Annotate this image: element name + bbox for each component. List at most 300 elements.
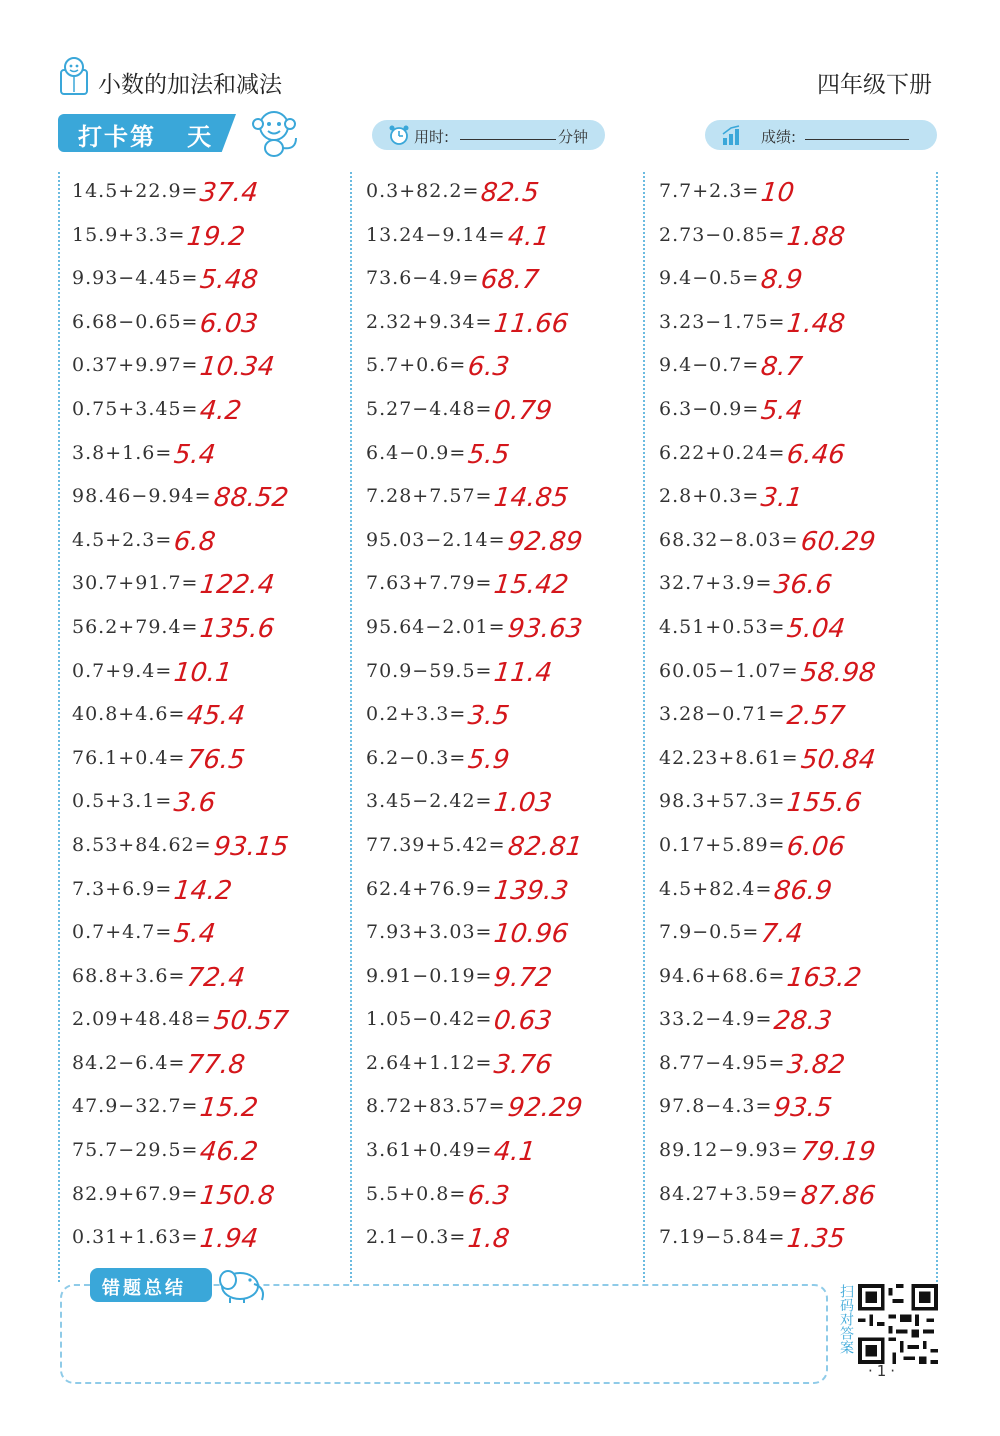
exercise-equation (72, 479, 290, 514)
handwritten-answer[interactable]: 5.4 (172, 439, 218, 470)
exercise-row (72, 604, 362, 648)
handwritten-answer[interactable]: 10 (759, 178, 796, 208)
exercise-question: 2.73−0.85= (659, 223, 786, 246)
handwritten-answer[interactable]: 0.63 (492, 1006, 554, 1037)
exercise-question: 0.31+1.63= (72, 1226, 199, 1249)
exercise-row (659, 691, 949, 735)
exercise-question: 6.68−0.65= (72, 310, 199, 333)
exercise-row (72, 1040, 362, 1084)
exercise-row (72, 648, 362, 692)
handwritten-answer[interactable]: 92.29 (505, 1093, 584, 1124)
exercise-question: 6.3−0.9= (659, 397, 760, 420)
exercise-question: 68.8+3.6= (72, 964, 186, 987)
handwritten-answer[interactable]: 86.9 (772, 875, 834, 906)
handwritten-answer[interactable]: 28.3 (772, 1006, 834, 1037)
exercise-equation (366, 1046, 554, 1080)
handwritten-answer[interactable]: 82.5 (479, 178, 541, 208)
exercise-equation (659, 741, 877, 775)
exercise-equation (366, 1002, 554, 1037)
exercise-equation (366, 1220, 512, 1255)
exercise-question: 2.09+48.48= (72, 1008, 212, 1031)
handwritten-answer[interactable]: 60.29 (798, 526, 877, 557)
exercise-row (659, 1214, 949, 1258)
exercise-equation (659, 1133, 877, 1168)
exercise-row (659, 953, 949, 997)
exercise-question: 33.2−4.9= (659, 1008, 773, 1031)
exercise-row (659, 1040, 949, 1084)
handwritten-answer[interactable]: 9.72 (492, 962, 554, 993)
handwritten-answer[interactable]: 3.1 (759, 483, 805, 514)
exercise-equation (366, 784, 554, 819)
exercise-equation (366, 392, 554, 426)
exercise-question: 30.7+91.7= (72, 572, 199, 595)
exercise-question: 5.27−4.48= (366, 397, 493, 420)
handwritten-answer[interactable]: 10.1 (172, 657, 234, 688)
checkin-banner (58, 112, 298, 158)
handwritten-answer[interactable]: 122.4 (198, 570, 277, 601)
exercise-equation (366, 523, 584, 557)
exercise-equation (659, 348, 805, 383)
handwritten-answer[interactable]: 46.2 (198, 1137, 260, 1168)
handwritten-answer[interactable]: 79.19 (798, 1137, 877, 1168)
handwritten-answer[interactable]: 5.9 (466, 744, 512, 775)
exercise-question: 70.9−59.5= (366, 659, 493, 682)
exercise-question: 3.28−0.71= (659, 703, 786, 726)
exercise-question: 0.17+5.89= (659, 833, 786, 856)
exercise-question: 6.22+0.24= (659, 441, 786, 464)
exercise-question: 7.3+6.9= (72, 877, 173, 900)
exercise-equation (366, 436, 512, 470)
handwritten-answer[interactable]: 19.2 (185, 221, 247, 252)
score-box (705, 120, 937, 150)
exercise-question: 89.12−9.93= (659, 1139, 799, 1162)
exercise-question: 76.1+0.4= (72, 746, 186, 769)
handwritten-answer[interactable]: 92.89 (505, 526, 584, 557)
exercise-question: 0.5+3.1= (72, 790, 173, 813)
column-divider (58, 172, 60, 1282)
handwritten-answer[interactable]: 50.84 (798, 744, 877, 775)
exercise-row (366, 168, 656, 212)
exercise-question: 5.7+0.6= (366, 354, 467, 377)
handwritten-answer[interactable]: 6.3 (466, 352, 512, 383)
handwritten-answer[interactable]: 139.3 (492, 875, 571, 906)
handwritten-answer[interactable]: 11.66 (492, 308, 571, 339)
exercise-question: 9.91−0.19= (366, 964, 493, 987)
exercise-row (659, 212, 949, 256)
exercise-row (659, 255, 949, 299)
exercise-row (659, 648, 949, 692)
exercise-row (72, 430, 362, 474)
handwritten-answer[interactable]: 3.6 (172, 788, 218, 819)
exercise-row (366, 953, 656, 997)
page-header (58, 56, 938, 100)
exercise-row (72, 691, 362, 735)
exercise-equation (659, 566, 834, 601)
exercise-equation (72, 348, 277, 383)
exercise-row (659, 1171, 949, 1215)
qr-caption: 扫码对答案 (838, 1284, 854, 1354)
exercise-equation (659, 436, 847, 470)
handwritten-answer[interactable]: 1.48 (785, 308, 847, 339)
exercise-equation (659, 1002, 834, 1037)
handwritten-answer[interactable]: 58.98 (798, 657, 877, 688)
handwritten-answer[interactable]: 1.35 (785, 1224, 847, 1255)
exercise-question: 40.8+4.6= (72, 703, 186, 726)
handwritten-answer[interactable]: 6.3 (466, 1180, 512, 1211)
exercise-row (659, 1083, 949, 1127)
time-box (372, 120, 605, 150)
exercise-equation (659, 697, 847, 732)
exercise-equation (72, 1133, 260, 1168)
handwritten-answer[interactable]: 6.8 (172, 526, 218, 557)
exercise-equation (72, 392, 244, 426)
exercise-equation (72, 1046, 247, 1080)
exercise-equation (659, 610, 847, 644)
exercise-row (72, 299, 362, 343)
exercise-equation (659, 1177, 877, 1211)
exercise-question: 56.2+79.4= (72, 615, 199, 638)
exercise-equation (72, 436, 218, 470)
exercise-row (72, 778, 362, 822)
handwritten-answer[interactable]: 15.42 (492, 570, 571, 601)
exercise-row (72, 255, 362, 299)
exercise-column-2 (366, 168, 656, 1258)
handwritten-answer[interactable]: 5.5 (466, 439, 512, 470)
exercise-equation (659, 784, 864, 819)
handwritten-answer[interactable]: 8.9 (759, 265, 805, 296)
exercise-equation (366, 1133, 538, 1168)
exercise-row (659, 386, 949, 430)
exercise-column-1 (72, 168, 362, 1258)
handwritten-answer[interactable]: 82.81 (505, 831, 584, 862)
exercise-equation (72, 1089, 260, 1124)
exercise-question: 9.93−4.45= (72, 267, 199, 290)
exercise-equation (366, 959, 554, 993)
bar-chart-icon (721, 124, 743, 146)
exercise-question: 95.03−2.14= (366, 528, 506, 551)
grade-label: 四年级下册 (817, 72, 932, 98)
exercise-row (366, 866, 656, 910)
handwritten-answer[interactable]: 93.63 (505, 613, 584, 644)
exercise-question: 42.23+8.61= (659, 746, 799, 769)
handwritten-answer[interactable]: 5.4 (172, 919, 218, 950)
exercise-equation (659, 654, 877, 688)
exercise-equation (366, 348, 512, 383)
exercise-question: 7.19−5.84= (659, 1226, 786, 1249)
handwritten-answer[interactable]: 2.57 (785, 701, 847, 732)
handwritten-answer[interactable]: 5.04 (785, 613, 847, 644)
exercise-question: 0.7+4.7= (72, 921, 173, 944)
exercise-question: 73.6−4.9= (366, 267, 480, 290)
exercise-question: 0.3+82.2= (366, 180, 480, 202)
exercise-row (366, 430, 656, 474)
exercise-row (366, 1171, 656, 1215)
score-label: 成绩: (761, 128, 797, 146)
exercise-equation (366, 479, 571, 514)
exercise-row (366, 1127, 656, 1171)
handwritten-answer[interactable]: 6.03 (198, 308, 260, 339)
exercise-equation (72, 697, 247, 732)
exercise-row (659, 473, 949, 517)
handwritten-answer[interactable]: 4.1 (492, 1137, 538, 1168)
exercise-equation (366, 218, 551, 252)
exercise-equation (72, 1220, 260, 1255)
exercise-question: 4.51+0.53= (659, 615, 786, 638)
exercise-row (366, 517, 656, 561)
exercise-row (72, 822, 362, 866)
exercise-question: 7.9−0.5= (659, 921, 760, 944)
exercise-row (659, 342, 949, 386)
exercise-equation (72, 566, 277, 601)
exercise-question: 8.77−4.95= (659, 1051, 786, 1074)
handwritten-answer[interactable]: 1.94 (198, 1224, 260, 1255)
exercise-question: 32.7+3.9= (659, 572, 773, 595)
handwritten-answer[interactable]: 6.46 (785, 439, 847, 470)
handwritten-answer[interactable]: 6.06 (785, 831, 847, 862)
handwritten-answer[interactable]: 135.6 (198, 613, 277, 644)
exercise-question: 3.45−2.42= (366, 790, 493, 813)
score-blank[interactable] (805, 139, 909, 140)
handwritten-answer[interactable]: 93.15 (211, 831, 290, 862)
exercise-equation (366, 610, 584, 644)
exercise-question: 2.8+0.3= (659, 485, 760, 508)
handwritten-answer[interactable]: 7.4 (759, 919, 805, 950)
exercise-row (72, 1171, 362, 1215)
exercise-question: 77.39+5.42= (366, 833, 506, 856)
exercise-equation (366, 872, 571, 906)
exercise-question: 84.2−6.4= (72, 1051, 186, 1074)
handwritten-answer[interactable]: 14.2 (172, 875, 234, 906)
exercise-question: 95.64−2.01= (366, 615, 506, 638)
handwritten-answer[interactable]: 8.7 (759, 352, 805, 383)
handwritten-answer[interactable]: 1.88 (785, 221, 847, 252)
exercise-row (659, 866, 949, 910)
time-blank[interactable] (460, 139, 556, 140)
handwritten-answer[interactable]: 88.52 (211, 483, 290, 514)
exercise-row (659, 299, 949, 343)
exercise-row (366, 212, 656, 256)
exercise-question: 3.61+0.49= (366, 1139, 493, 1162)
exercise-question: 75.7−29.5= (72, 1139, 199, 1162)
exercise-row (659, 996, 949, 1040)
exercise-row (366, 691, 656, 735)
exercise-row (366, 342, 656, 386)
exercise-question: 97.8−4.3= (659, 1095, 773, 1118)
exercise-equation (72, 784, 218, 819)
exercise-row (366, 735, 656, 779)
exercise-question: 0.75+3.45= (72, 397, 199, 420)
exercise-question: 9.4−0.5= (659, 267, 760, 290)
handwritten-answer[interactable]: 0.79 (492, 395, 554, 426)
exercise-question: 7.7+2.3= (659, 180, 760, 202)
page-title: 小数的加法和减法 (98, 72, 282, 98)
exercise-row (659, 604, 949, 648)
exercise-row (659, 517, 949, 561)
exercise-question: 82.9+67.9= (72, 1182, 199, 1205)
exercise-equation (659, 1220, 847, 1255)
exercise-question: 98.3+57.3= (659, 790, 786, 813)
handwritten-answer[interactable]: 10.34 (198, 352, 277, 383)
exercise-row (72, 1214, 362, 1258)
exercise-question: 2.32+9.34= (366, 310, 493, 333)
exercise-row (72, 560, 362, 604)
handwritten-answer[interactable]: 14.85 (492, 483, 571, 514)
exercise-equation (366, 828, 584, 862)
exercise-row (366, 1083, 656, 1127)
handwritten-answer[interactable]: 77.8 (185, 1049, 247, 1080)
exercise-row (659, 822, 949, 866)
exercise-question: 0.37+9.97= (72, 354, 199, 377)
checkin-label: 打卡第 天 (78, 123, 214, 151)
handwritten-answer[interactable]: 1.03 (492, 788, 554, 819)
exercise-question: 2.1−0.3= (366, 1226, 467, 1249)
exercise-equation (72, 523, 218, 557)
handwritten-answer[interactable]: 68.7 (479, 265, 541, 296)
exercise-equation (72, 915, 218, 950)
handwritten-answer[interactable]: 5.4 (759, 395, 805, 426)
exercise-question: 94.6+68.6= (659, 964, 786, 987)
exercise-equation (72, 261, 260, 296)
exercise-question: 6.4−0.9= (366, 441, 467, 464)
handwritten-answer[interactable]: 93.5 (772, 1093, 834, 1124)
exercise-equation (366, 566, 571, 601)
handwritten-answer[interactable]: 155.6 (785, 788, 864, 819)
handwritten-answer[interactable]: 4.2 (198, 395, 244, 426)
exercise-row (72, 168, 362, 212)
exercise-equation (659, 959, 864, 993)
exercise-question: 84.27+3.59= (659, 1182, 799, 1205)
exercise-row (72, 517, 362, 561)
handwritten-answer[interactable]: 50.57 (211, 1006, 290, 1037)
handwritten-answer[interactable]: 45.4 (185, 701, 247, 732)
exercise-row (72, 735, 362, 779)
exercise-question: 3.8+1.6= (72, 441, 173, 464)
alarm-clock-icon (388, 124, 410, 146)
exercise-equation (366, 1089, 584, 1124)
exercise-equation (72, 218, 247, 252)
exercise-equation (366, 915, 571, 950)
exercise-question: 1.05−0.42= (366, 1008, 493, 1031)
handwritten-answer[interactable]: 11.4 (492, 657, 554, 688)
exercise-question: 62.4+76.9= (366, 877, 493, 900)
exercise-equation (366, 1177, 512, 1211)
exercise-equation (72, 959, 247, 993)
handwritten-answer[interactable]: 163.2 (785, 962, 864, 993)
exercise-equation (659, 392, 805, 426)
exercise-question: 7.63+7.79= (366, 572, 493, 595)
handwritten-answer[interactable]: 72.4 (185, 962, 247, 993)
exercise-equation (659, 915, 805, 950)
exercise-equation (72, 174, 260, 208)
handwritten-answer[interactable]: 36.6 (772, 570, 834, 601)
exercise-equation (659, 1046, 847, 1080)
exercise-equation (366, 697, 512, 732)
exercise-row (659, 909, 949, 953)
mistake-summary-tab (90, 1268, 212, 1302)
exercise-row (72, 1083, 362, 1127)
exercise-question: 68.32−8.03= (659, 528, 799, 551)
time-unit: 分钟 (558, 128, 589, 146)
exercise-equation (366, 261, 541, 296)
exercise-row (366, 648, 656, 692)
exercise-row (366, 909, 656, 953)
lion-book-icon (58, 56, 90, 96)
exercise-question: 9.4−0.7= (659, 354, 760, 377)
exercise-row (72, 212, 362, 256)
handwritten-answer[interactable]: 5.48 (198, 265, 260, 296)
exercise-question: 0.2+3.3= (366, 703, 467, 726)
exercise-question: 4.5+82.4= (659, 877, 773, 900)
exercise-row (659, 778, 949, 822)
exercise-question: 5.5+0.8= (366, 1182, 467, 1205)
exercise-row (72, 342, 362, 386)
exercise-row (72, 866, 362, 910)
exercise-equation (659, 218, 847, 252)
exercise-equation (72, 828, 290, 862)
exercise-equation (366, 305, 571, 339)
exercise-question: 14.5+22.9= (72, 180, 199, 202)
time-label: 用时: (414, 128, 450, 146)
exercise-equation (72, 305, 260, 339)
exercise-row (72, 1127, 362, 1171)
elephant-icon (214, 1264, 268, 1304)
exercise-equation (659, 479, 805, 514)
exercise-row (366, 255, 656, 299)
exercise-row (72, 996, 362, 1040)
exercise-equation (659, 523, 877, 557)
handwritten-answer[interactable]: 87.86 (798, 1180, 877, 1211)
mistake-summary-label: 错题总结 (102, 1278, 186, 1299)
exercise-row (72, 473, 362, 517)
handwritten-answer[interactable]: 1.8 (466, 1224, 512, 1255)
exercise-row (72, 909, 362, 953)
exercise-column-3 (659, 168, 949, 1258)
handwritten-answer[interactable]: 4.1 (505, 221, 551, 252)
exercise-question: 0.7+9.4= (72, 659, 173, 682)
page-number: ·1· (868, 1362, 900, 1380)
exercise-row (366, 1040, 656, 1084)
exercise-equation (366, 174, 541, 208)
exercise-question: 15.9+3.3= (72, 223, 186, 246)
exercise-equation (72, 872, 234, 906)
handwritten-answer[interactable]: 10.96 (492, 919, 571, 950)
exercise-equation (366, 741, 512, 775)
handwritten-answer[interactable]: 3.76 (492, 1049, 554, 1080)
handwritten-answer[interactable]: 3.82 (785, 1049, 847, 1080)
exercise-row (72, 386, 362, 430)
exercise-equation (72, 741, 247, 775)
exercise-question: 2.64+1.12= (366, 1051, 493, 1074)
exercise-question: 3.23−1.75= (659, 310, 786, 333)
exercise-row (659, 430, 949, 474)
qr-code-icon[interactable] (858, 1284, 938, 1364)
exercise-equation (72, 610, 277, 644)
handwritten-answer[interactable]: 37.4 (198, 178, 260, 208)
exercise-row (366, 473, 656, 517)
handwritten-answer[interactable]: 150.8 (198, 1180, 277, 1211)
exercise-row (659, 735, 949, 779)
exercise-question: 4.5+2.3= (72, 528, 173, 551)
exercise-row (366, 1214, 656, 1258)
handwritten-answer[interactable]: 15.2 (198, 1093, 260, 1124)
exercise-row (366, 822, 656, 866)
exercise-equation (659, 1089, 834, 1124)
exercise-question: 98.46−9.94= (72, 485, 212, 508)
handwritten-answer[interactable]: 3.5 (466, 701, 512, 732)
exercise-equation (659, 305, 847, 339)
handwritten-answer[interactable]: 76.5 (185, 744, 247, 775)
exercise-equation (659, 174, 796, 208)
